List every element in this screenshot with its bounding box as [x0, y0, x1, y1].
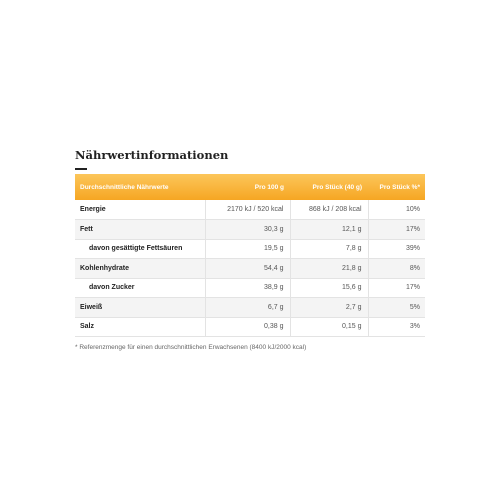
value-percent: 8% — [368, 259, 425, 279]
value-per-piece: 12,1 g — [290, 220, 368, 240]
nutrition-table — [75, 174, 425, 337]
nutrient-label: Energie — [75, 200, 205, 220]
header-per-100g: Pro 100 g — [254, 183, 284, 191]
page-title: Nährwertinformationen — [75, 148, 229, 162]
table-row — [75, 220, 425, 240]
value-per-100g: 2170 kJ / 520 kcal — [205, 200, 290, 220]
value-per-100g: 6,7 g — [205, 298, 290, 318]
value-per-100g: 0,38 g — [205, 317, 290, 337]
value-per-100g: 54,4 g — [205, 259, 290, 279]
table-header-row — [75, 174, 425, 200]
value-percent: 10% — [368, 200, 425, 220]
value-per-piece: 0,15 g — [290, 317, 368, 337]
value-per-100g: 19,5 g — [205, 239, 290, 259]
table-row — [75, 200, 425, 220]
nutrient-label: davon Zucker — [75, 278, 205, 298]
value-per-piece: 21,8 g — [290, 259, 368, 279]
value-per-piece: 15,6 g — [290, 278, 368, 298]
table-row — [75, 298, 425, 318]
value-per-piece: 868 kJ / 208 kcal — [290, 200, 368, 220]
value-per-100g: 30,3 g — [205, 220, 290, 240]
nutrient-label: Fett — [75, 220, 205, 240]
value-percent: 39% — [368, 239, 425, 259]
table-row — [75, 259, 425, 279]
value-percent: 17% — [368, 220, 425, 240]
footnote: * Referenzmenge für einen durchschnittlichen Erwachsenen (8400 kJ/2000 kcal) — [75, 344, 307, 351]
value-per-piece: 2,7 g — [290, 298, 368, 318]
header-percent: Pro Stück %* — [379, 183, 420, 191]
value-per-100g: 38,9 g — [205, 278, 290, 298]
table-row — [75, 317, 425, 337]
nutrient-label: Salz — [75, 317, 205, 337]
value-per-piece: 7,8 g — [290, 239, 368, 259]
nutrient-label: Kohlenhydrate — [75, 259, 205, 279]
table-row — [75, 278, 425, 298]
nutrient-label: davon gesättigte Fettsäuren — [75, 239, 205, 259]
header-nutrient: Durchschnittliche Nährwerte — [80, 183, 169, 191]
title-underline — [75, 168, 87, 170]
header-per-piece: Pro Stück (40 g) — [312, 183, 362, 191]
value-percent: 5% — [368, 298, 425, 318]
value-percent: 3% — [368, 317, 425, 337]
table-row — [75, 239, 425, 259]
value-percent: 17% — [368, 278, 425, 298]
nutrient-label: Eiweiß — [75, 298, 205, 318]
